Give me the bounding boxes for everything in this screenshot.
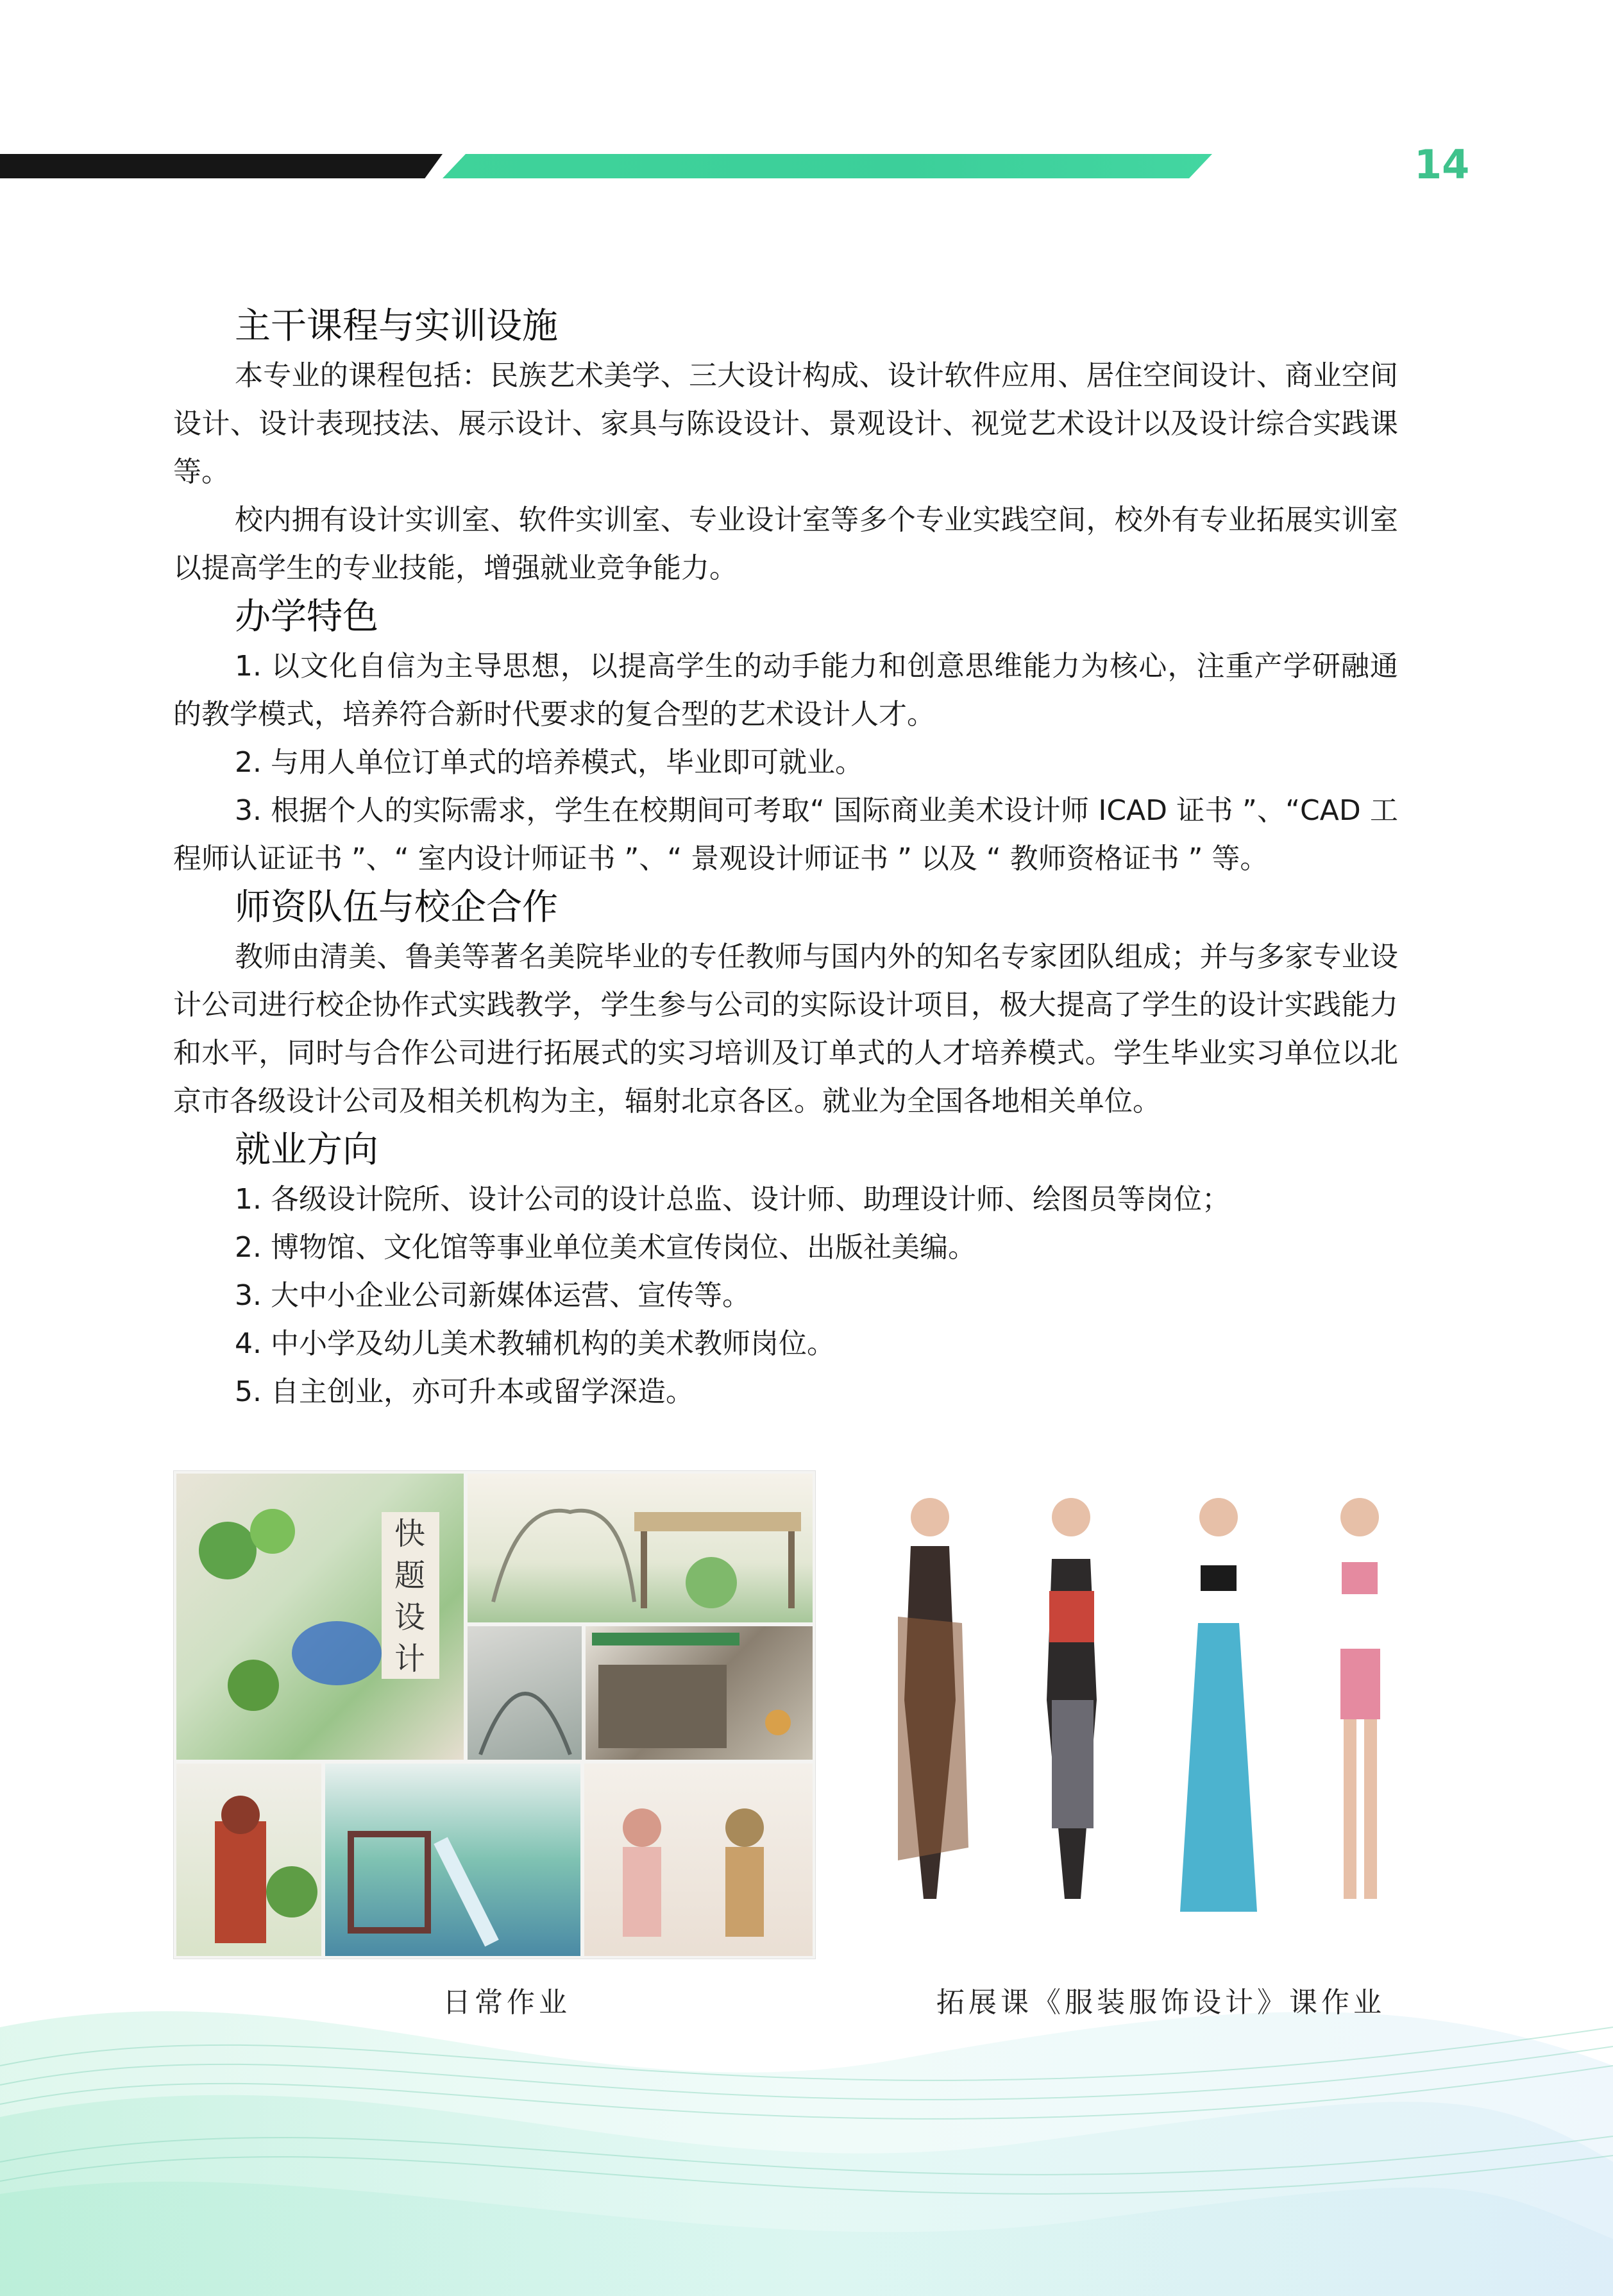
fashion-figure-1	[898, 1498, 968, 1899]
header-green-band	[443, 154, 1212, 178]
castle-sketch-illustration	[176, 1764, 321, 1956]
paragraph: 教师由清美、鲁美等著名美院毕业的专任教师与国内外的知名专家团队组成；并与多家专业设计公司进行校企协作式实践教学，学生参与公司的实际设计项目，极大提高了学生的设计实践能力和水平，同时与合作公司进行拓展式的实习培训及订单式的人才培养模式。学生毕业实习单位以北京市各级设计公司及相关机构为主，辐射北京各区。就业为全国各地相关单位。	[173, 940, 1398, 1118]
section-heading-features: 办学特色	[235, 596, 378, 638]
waterfall-sketch-image	[325, 1764, 580, 1956]
waterfall-sketch-illustration	[325, 1764, 580, 1956]
section-heading-faculty: 师资队伍与校企合作	[235, 887, 558, 928]
paragraph: 2. 与用人单位订单式的培养模式，毕业即可就业。	[235, 746, 863, 779]
fashion-figure-2	[1047, 1498, 1097, 1899]
fashion-figures-illustration	[859, 1488, 1424, 1950]
page-number: 14	[1414, 141, 1470, 188]
costume-sketch-image	[584, 1764, 813, 1956]
castle-sketch-image	[176, 1764, 321, 1956]
coursework-collage-image	[173, 1470, 816, 1959]
arch-sketch-illustration	[468, 1626, 582, 1760]
caption-fashion-course: 拓展课《服装服饰设计》课作业	[936, 1986, 1385, 2019]
paragraph: 1. 以文化自信为主导思想，以提高学生的动手能力和创意思维能力为核心，注重产学研融通的教学模式，培养符合新时代要求的复合型的艺术设计人才。	[173, 650, 1398, 731]
pergola-sketch-illustration	[468, 1474, 813, 1622]
caption-coursework: 日常作业	[443, 1986, 571, 2019]
section-heading-employment: 就业方向	[235, 1129, 378, 1171]
header-black-band	[0, 154, 443, 178]
paragraph: 3. 根据个人的实际需求，学生在校期间可考取“ 国际商业美术设计师 ICAD 证书 ”、“CAD 工程师认证证书 ”、“ 室内设计师证书 ”、“ 景观设计师证书 ” 以及 “ 教师资格证书 ” 等。	[173, 794, 1398, 875]
paragraph: 校内拥有设计实训室、软件实训室、专业设计室等多个专业实践空间，校外有专业拓展实训室以提高学生的专业技能，增强就业竞争能力。	[173, 504, 1398, 584]
list-item: 3. 大中小企业公司新媒体运营、宣传等。	[235, 1279, 750, 1312]
bookbar-design-image	[586, 1626, 813, 1760]
paragraph: 本专业的课程包括：民族艺术美学、三大设计构成、设计软件应用、居住空间设计、商业空间设计、设计表现技法、展示设计、家具与陈设设计、景观设计、视觉艺术设计以及设计综合实践课等。	[173, 359, 1398, 488]
pergola-sketch-image	[468, 1474, 813, 1622]
list-item: 4. 中小学及幼儿美术教辅机构的美术教师岗位。	[235, 1327, 835, 1360]
section-heading-courses: 主干课程与实训设施	[235, 305, 558, 347]
svg-text:快: 快	[394, 1516, 426, 1552]
bookbar-design-illustration	[586, 1626, 813, 1760]
list-item: 5. 自主创业，亦可升本或留学深造。	[235, 1375, 694, 1408]
costume-sketch-illustration	[584, 1764, 813, 1956]
svg-text:设: 设	[394, 1599, 426, 1635]
main-content	[173, 302, 1398, 1416]
arch-sketch-image	[468, 1626, 582, 1760]
fashion-figure-4	[1340, 1498, 1380, 1899]
fashion-figure-3	[1180, 1498, 1257, 1912]
landscape-sketch-illustration	[176, 1474, 464, 1760]
svg-text:计: 计	[394, 1641, 426, 1677]
fashion-design-image	[859, 1488, 1424, 1950]
list-item: 2. 博物馆、文化馆等事业单位美术宣传岗位、出版社美编。	[235, 1231, 976, 1264]
landscape-sketch-image	[176, 1474, 464, 1760]
list-item: 1. 各级设计院所、设计公司的设计总监、设计师、助理设计师、绘图员等岗位；	[235, 1183, 1230, 1216]
svg-text:题: 题	[394, 1558, 426, 1594]
